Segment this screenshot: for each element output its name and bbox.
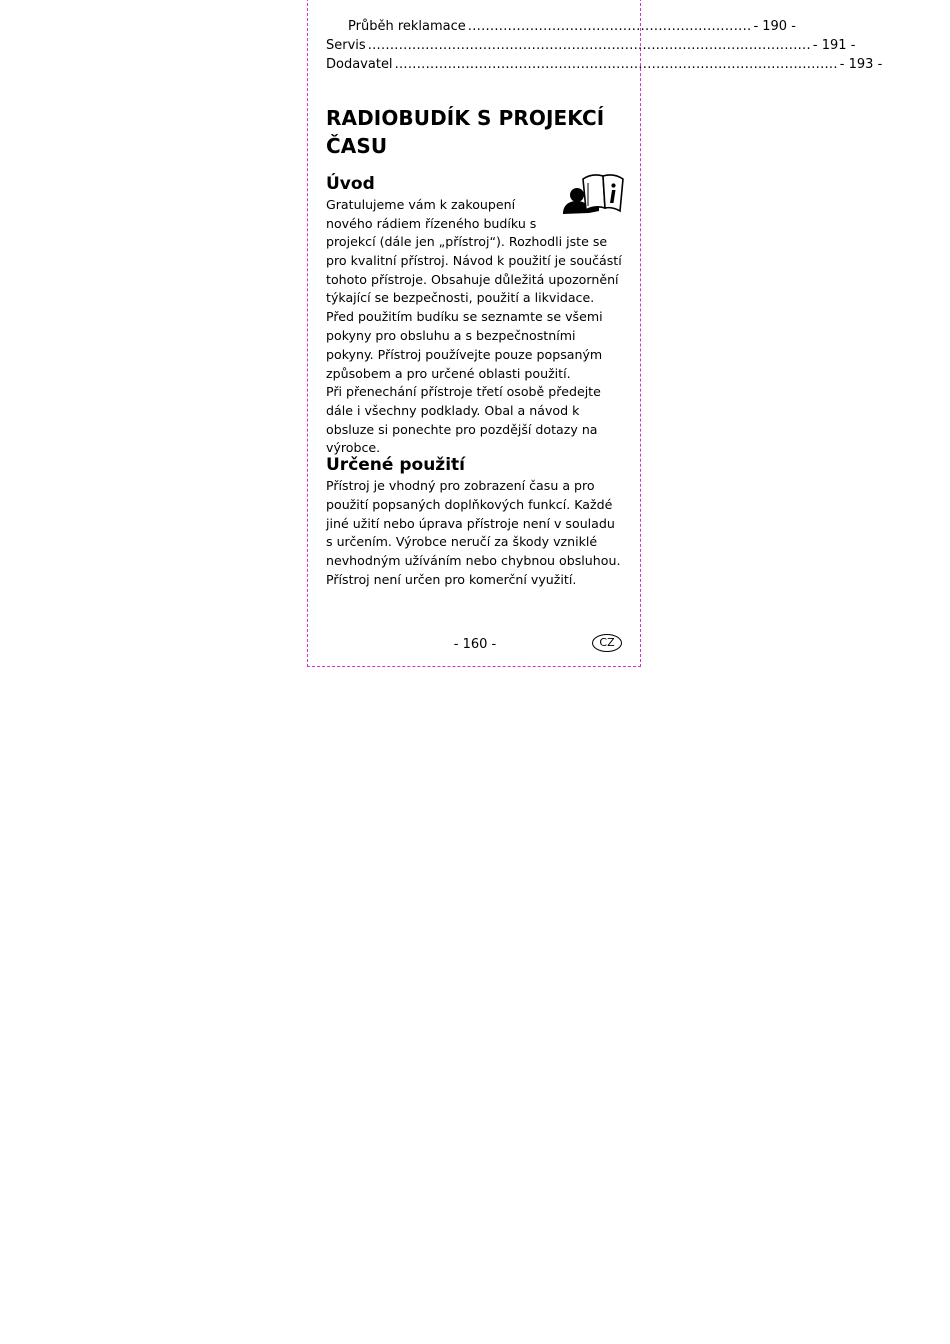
page-title-line: ČASU	[326, 134, 388, 158]
page-title	[326, 104, 624, 160]
toc-entry[interactable]	[326, 55, 883, 74]
toc-page-number: - 193 -	[839, 57, 883, 72]
toc-leader-dots: ....................................................................................................	[394, 57, 838, 72]
manual-page	[307, 0, 883, 667]
info-reader-icon	[561, 170, 625, 216]
table-of-contents	[326, 17, 883, 74]
page-title-line: RADIOBUDÍK S PROJEKCÍ	[326, 106, 605, 130]
toc-label: Servis	[326, 38, 366, 53]
toc-entry[interactable]	[326, 17, 796, 36]
country-code-badge: CZ	[592, 634, 622, 652]
intro-paragraph: Při přenechání přístroje třetí osobě předejte dále i všechny podklady. Obal a návod k obsluze si ponechte pro pozdější dotazy na výrobce.	[326, 384, 601, 456]
toc-page-number: - 191 -	[812, 38, 856, 53]
toc-label: Dodavatel	[326, 57, 393, 72]
toc-leader-dots: ....................................................................................................	[367, 38, 811, 53]
intended-use-paragraph: Přístroj je vhodný pro zobrazení času a pro použití popsaných doplňkových funkcí. Každé jiné užití nebo úprava přístroje není v souladu s určením. Výrobce neručí za škody vzniklé nevhodným užíváním nebo chybnou obsluhou. Přístroj není určen pro komerční využití.	[326, 478, 621, 587]
intro-paragraph-line: nového rádiem řízeného budíku s	[326, 216, 537, 231]
section-heading-intro: Úvod	[326, 174, 375, 194]
page-number: - 160 -	[453, 637, 497, 652]
toc-label: Průběh reklamace	[348, 19, 466, 34]
section-heading-intended-use: Určené použití	[326, 455, 465, 475]
toc-page-number: - 190 -	[753, 19, 796, 34]
intro-paragraph-line: Gratulujeme vám k zakoupení	[326, 197, 516, 212]
toc-entry[interactable]	[326, 36, 856, 55]
toc-leader-dots: ................................................................	[467, 19, 752, 34]
intro-paragraph: projekcí (dále jen „přístroj“). Rozhodli jste se pro kvalitní přístroj. Návod k použití je součástí tohoto přístroje. Obsahuje důležitá upozornění týkající se bezpečnosti, použití a likvidace. Před použitím budíku se seznamte se všemi pokyny pro obsluhu a s bezpečnostními pokyny. Přístroj používejte pouze popsaným způsobem a pro určené oblasti použití.	[326, 234, 622, 381]
